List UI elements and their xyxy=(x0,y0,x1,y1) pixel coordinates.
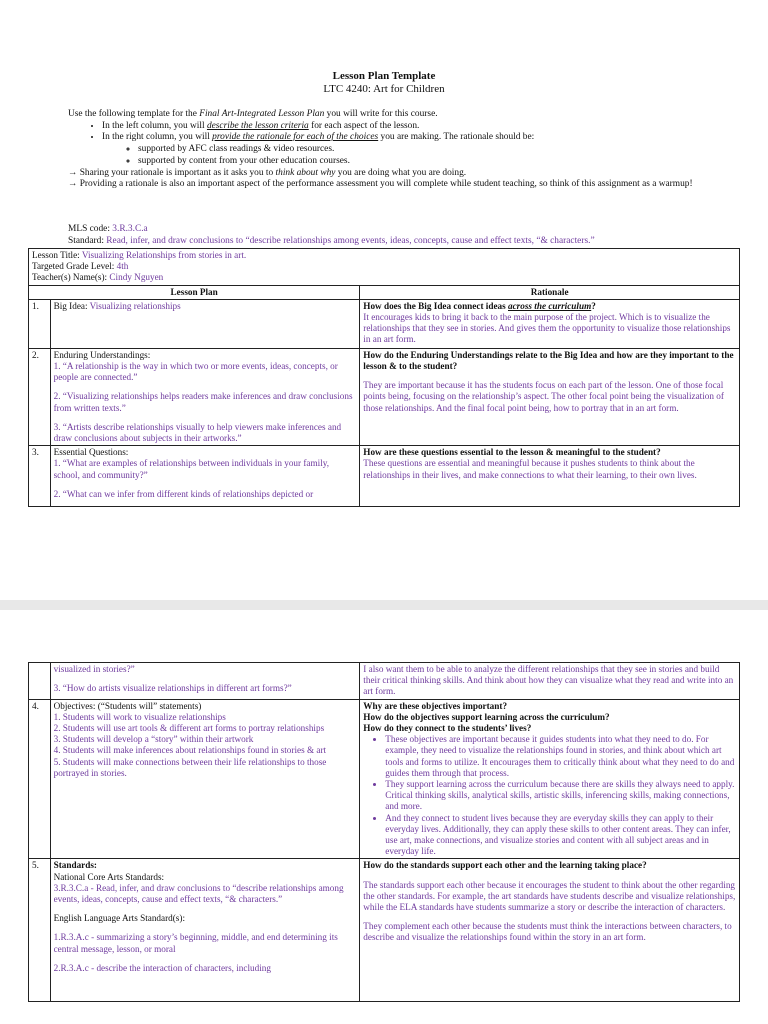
question-item: 2. “What can we infer from different kinds of relationships depicted or xyxy=(53,488,314,499)
objectives-cell xyxy=(50,699,360,859)
row-number: 5. xyxy=(29,859,51,1002)
lesson-info xyxy=(29,249,740,286)
table-row xyxy=(29,699,740,859)
objective-item: 4. Students will make inferences about relationships found in stories & art xyxy=(53,745,327,756)
essential-questions-rationale-continued xyxy=(360,663,740,700)
objective-item: 1. Students will work to visualize relationships xyxy=(53,711,226,722)
cell-label: Enduring Understandings: xyxy=(53,349,151,360)
standards-cell xyxy=(50,859,360,1002)
rationale-bullets xyxy=(363,734,736,857)
column-header-rationale: Rationale xyxy=(360,285,740,299)
arrow-note: → Providing a rationale is also an important aspect of the performance assessment you will complete while student teaching, so think of this assignment as a warmup! xyxy=(68,179,693,190)
teacher-name: Teacher(s) Name(s): Cindy Nguyen xyxy=(32,272,164,283)
instruction-subbullet: ◦ supported by AFC class readings & video resources. xyxy=(138,144,718,156)
column-header-lesson-plan: Lesson Plan xyxy=(29,285,360,299)
rationale-question: How are these questions essential to the lesson & meaningful to the student? xyxy=(363,447,661,458)
mls-standard: Standard: Read, infer, and draw conclusions to “describe relationships among events, ideas, concepts, cause and effect texts, “& characters.” xyxy=(68,235,595,246)
question-item: 3. “How do artists visualize relationships in different art forms?” xyxy=(53,683,292,694)
objectives-rationale xyxy=(360,699,740,859)
row-number: 2. xyxy=(29,348,51,445)
rationale-answer: The standards support each other because it encourages the student to think about the other regarding the other standards. For example, the art standards have students describe and visualize relationships, while the ELA standards have students summarize a story or describe the interaction of characters. xyxy=(363,879,736,913)
course-name: LTC 4240: Art for Children xyxy=(323,83,445,95)
standards-heading: English Language Arts Standard(s): xyxy=(53,913,185,924)
lesson-title: Lesson Title: Visualizing Relationships from stories in art. xyxy=(32,250,247,260)
grade-level: Targeted Grade Level: 4th xyxy=(32,261,129,272)
question-item: visualized in stories?” xyxy=(53,664,135,674)
standard-item: 3.R.3.C.a - Read, infer, and draw conclusions to “describe relationships among events, ideas, concepts, cause and effect texts, “& characters.” xyxy=(53,882,344,905)
arrow-note: → Sharing your rationale is important as it asks you to think about why you are doing what you are doing. xyxy=(68,167,467,178)
row-number: 1. xyxy=(29,299,51,348)
document-page-2 xyxy=(0,610,768,1024)
understanding-item: 3. “Artists describe relationships visually to help viewers make inferences and draw conclusions about subjects in their artworks.” xyxy=(53,421,342,444)
lesson-plan-table xyxy=(28,248,740,507)
understanding-item: 1. “A relationship is the way in which two or more events, ideas, concepts, or people are connected.” xyxy=(53,361,338,383)
instruction-list xyxy=(68,121,718,168)
enduring-understandings-cell xyxy=(50,348,360,445)
row-number: 3. xyxy=(29,446,51,507)
mls-code: MLS code: 3.R.3.C.a xyxy=(68,224,148,234)
enduring-understandings-rationale xyxy=(360,348,740,445)
lesson-plan-table-continued xyxy=(28,662,740,1002)
table-row xyxy=(29,859,740,1002)
rationale-question: How do they connect to the students’ lives? xyxy=(363,723,532,734)
rationale-question: Why are these objectives important? xyxy=(363,700,508,711)
table-row xyxy=(29,663,740,700)
rationale-answer: They are important because it has the students focus on each part of the lesson. One of those focal points being, focusing on the relationship’s aspect. The other focal point being the visualization of those relationships. And the final focal point being, how to portray that in an art form. xyxy=(363,380,724,413)
cell-label: Standards: xyxy=(53,860,97,871)
instruction-line: Use the following template for the Final Art-Integrated Lesson Plan you will write for this course. xyxy=(68,109,438,119)
rationale-question: How do the standards support each other and the learning taking place? xyxy=(363,860,647,871)
rationale-answer: They complement each other because the students must think the interactions between characters, to describe and visualize the relationships found within the story in an art form. xyxy=(363,921,732,943)
big-idea-rationale xyxy=(360,299,740,348)
instruction-bullet: • In the left column, you will describe the lesson criteria for each aspect of the lesson. xyxy=(102,121,718,133)
rationale-answer: It encourages kids to bring it back to the main purpose of the project. Which is to visualize the relationships that they see in stories. And gives them the opportunity to visualize those relationships in an art form. xyxy=(363,312,731,345)
standard-item: 2.R.3.A.c - describe the interaction of characters, including xyxy=(53,962,271,973)
table-row xyxy=(29,299,740,348)
mls-block xyxy=(68,224,748,247)
page-gap xyxy=(0,600,768,610)
row-number: 4. xyxy=(29,699,51,859)
instruction-bullet: • In the right column, you will provide the rationale for each of the choices you are making. The rationale should be: ◦ supported by AFC class readings & video resources. ◦ supported by content from your other education courses. xyxy=(102,132,718,167)
rationale-answer: These questions are essential and meaningful because it pushes students to think about the relationships in their lives, and make connections to what their learning, to their own lives. xyxy=(363,458,697,480)
cell-label: Objectives: (“Students will” statements) xyxy=(53,700,202,711)
objective-item: 3. Students will develop a “story” within their artwork xyxy=(53,734,254,745)
rationale-question: How do the objectives support learning across the curriculum? xyxy=(363,711,610,722)
objective-item: 5. Students will make connections between their life relationships to those portrayed in stories. xyxy=(53,756,327,778)
rationale-question: How does the Big Idea connect ideas across the curriculum? xyxy=(363,300,596,311)
essential-questions-rationale xyxy=(360,446,740,507)
table-row xyxy=(29,249,740,286)
question-item: 1. “What are examples of relationships between individuals in your family, school, and community?” xyxy=(53,458,330,480)
document-title: Lesson Plan Template xyxy=(332,70,436,82)
essential-questions-cell xyxy=(50,446,360,507)
rationale-answer: I also want them to be able to analyze the different relationships that they see in stories and build their critical thinking skills. And think about how they can visualize what they read and write into an art form. xyxy=(363,664,734,697)
rationale-question: How do the Enduring Understandings relate to the Big Idea and how are they important to the lesson & to the student? xyxy=(363,349,734,372)
understanding-item: 2. “Visualizing relationships helps readers make inferences and draw conclusions from written texts.” xyxy=(53,391,353,413)
standards-rationale xyxy=(360,859,740,1002)
cell-label: Essential Questions: xyxy=(53,447,129,458)
rationale-bullet: • These objectives are important because it guides students into what they need to do. For example, they need to visualize the relationships found in stories, and think about which art tools and forms to utilize. It encourages them to critically think about what they need to do and guides them through that process. xyxy=(385,734,736,779)
big-idea-cell: Big Idea: Visualizing relationships xyxy=(50,299,360,348)
standard-item: 1.R.3.A.c - summarizing a story’s beginning, middle, and end determining its central message, lesson, or moral xyxy=(53,932,338,954)
essential-questions-cell-continued xyxy=(50,663,360,700)
instructions xyxy=(68,109,718,191)
instruction-subbullet: ◦ supported by content from your other education courses. xyxy=(138,156,718,168)
rationale-bullet: • They support learning across the curriculum because there are skills they always need to apply. Critical thinking skills, analytical skills, artistic skills, inferencing skills, making connections, and more. xyxy=(385,779,736,813)
table-row xyxy=(29,348,740,445)
table-header-row xyxy=(29,285,740,299)
table-row xyxy=(29,446,740,507)
standards-heading: National Core Arts Standards: xyxy=(53,871,165,882)
rationale-bullet: • And they connect to student lives because they are everyday skills they can apply to their everyday lives. Additionally, they can apply these skills to other content areas. They can infer, use art, make connections, and visualize stories and content with all subject areas and in everyday life. xyxy=(385,813,736,858)
objective-item: 2. Students will use art tools & different art forms to portray relationships xyxy=(53,723,325,734)
